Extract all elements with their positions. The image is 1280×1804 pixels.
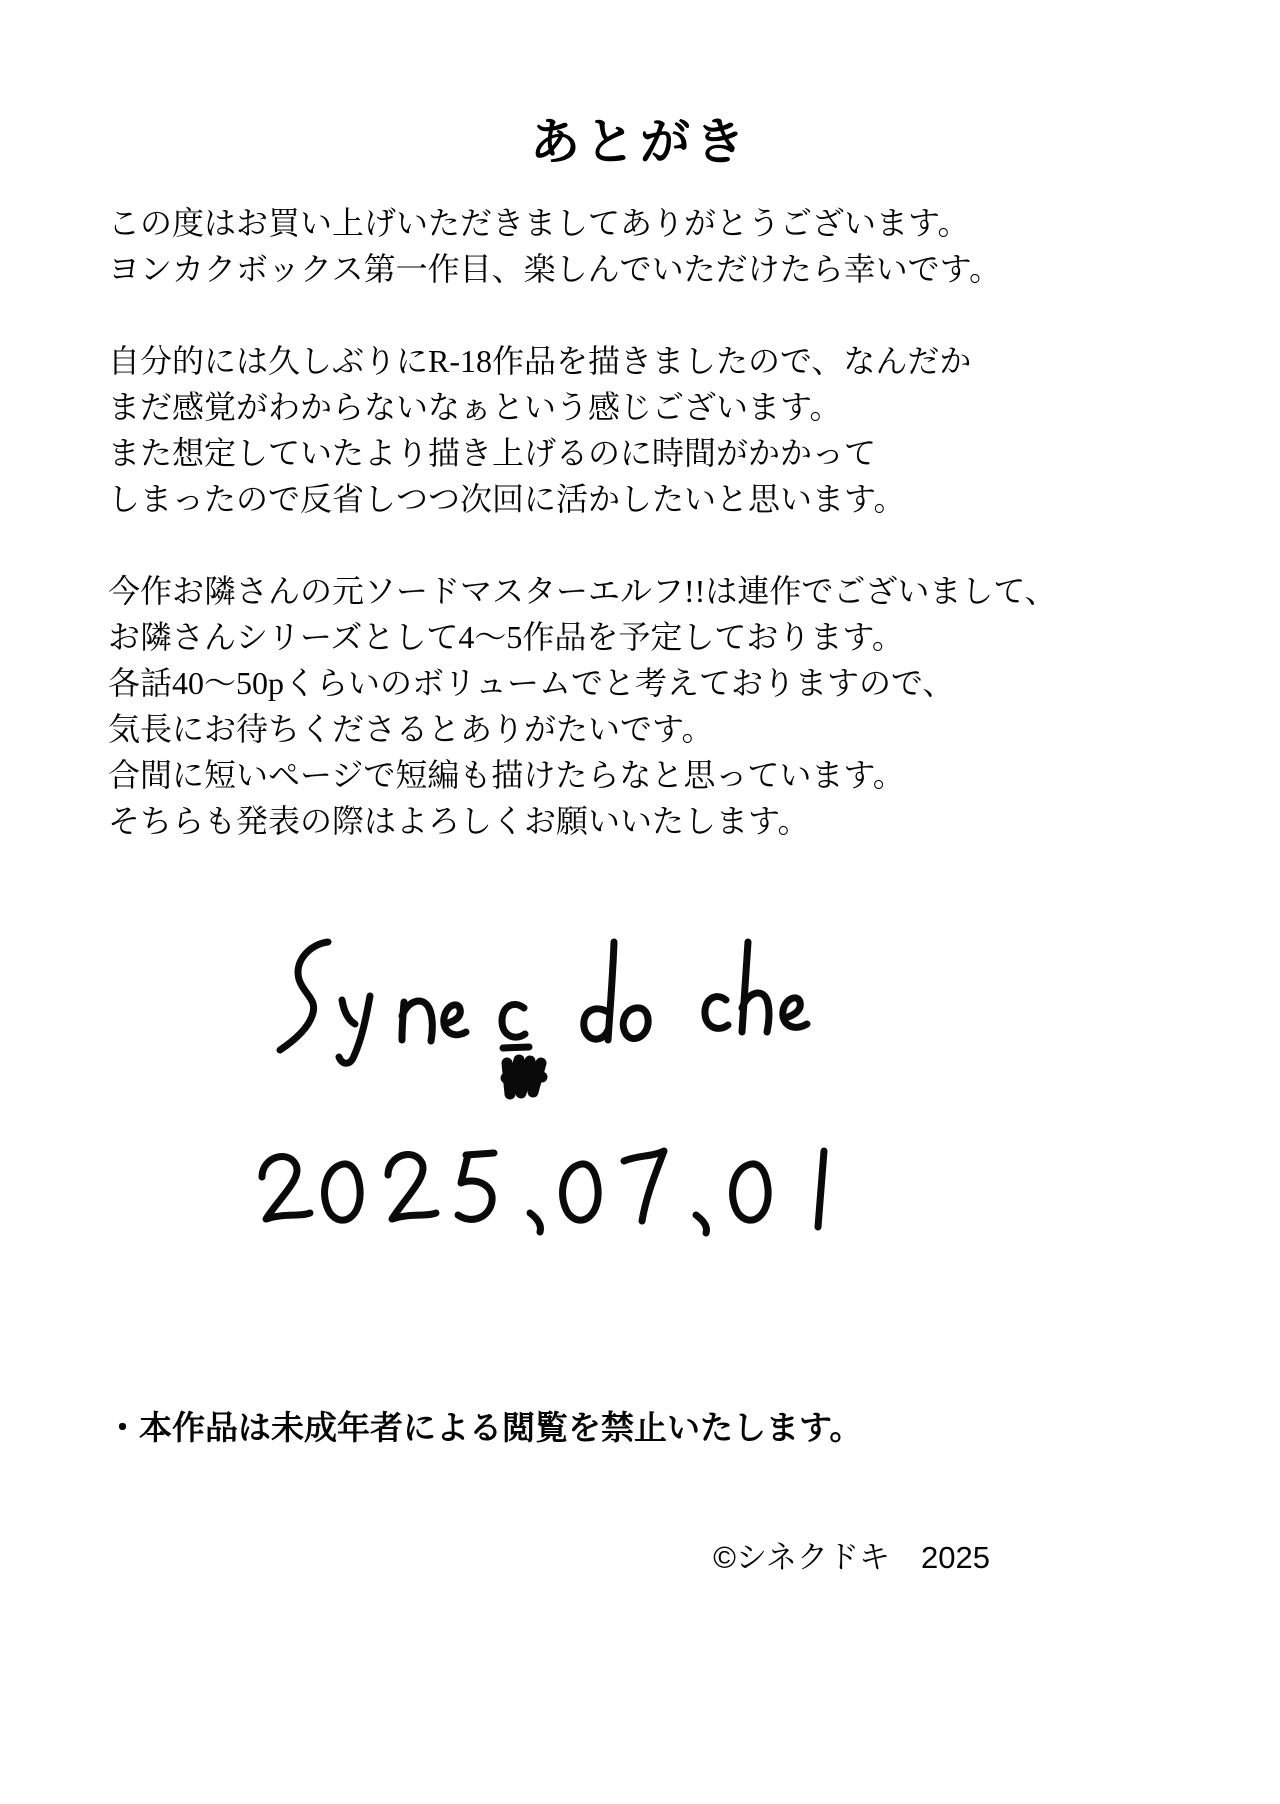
text-line: ヨンカクボックス第一作目、楽しんでいただけたら幸いです。 — [108, 251, 1002, 287]
text-line: お隣さんシリーズとして4〜5作品を予定しております。 — [108, 619, 904, 655]
date-digit-0 — [563, 1164, 599, 1220]
text-line: また想定していたより描き上げるのに時間がかかって — [108, 435, 877, 471]
date-digit-1 — [818, 1151, 824, 1227]
signature-letter-e — [444, 1005, 466, 1035]
afterword-body — [108, 200, 1208, 844]
text-line: そちらも発表の際はよろしくお願いいたします。 — [108, 803, 810, 839]
signature-letter-h — [742, 942, 748, 1032]
date-digit-2 — [262, 1156, 310, 1219]
text-line: 今作お隣さんの元ソードマスターエルフ!!は連作でございまして、 — [108, 573, 1057, 609]
signature-letter-c — [502, 1004, 525, 1037]
date-digit-2 — [388, 1154, 436, 1219]
text-line: この度はお買い上げいただきましてありがとうございます。 — [108, 205, 970, 241]
text-line: 自分的には久しぶりにR-18作品を描きましたので、なんだか — [108, 343, 972, 379]
signature-letter-o — [623, 1008, 648, 1039]
paragraph-thanks — [108, 200, 1208, 292]
signature-letter-S — [280, 942, 328, 1050]
paragraph-series-plans — [108, 568, 1208, 844]
date-comma — [696, 1215, 707, 1233]
signature-scribble — [506, 1077, 542, 1078]
copyright-line: ©シネクドキ 2025 — [713, 1540, 990, 1575]
signature-handwriting — [258, 928, 918, 1113]
date-handwriting — [248, 1135, 868, 1250]
text-line: 合間に短いページで短編も描けたらなと思っています。 — [108, 757, 905, 793]
text-line: 気長にお待ちくださるとありがたいです。 — [108, 711, 714, 747]
signature-underline — [503, 1047, 529, 1048]
text-line: まだ感覚がわからないなぁという感じございます。 — [108, 389, 842, 425]
date-digit-5 — [458, 1155, 492, 1219]
signature-letter-c — [705, 997, 728, 1029]
date-digit-0 — [325, 1164, 361, 1220]
paragraph-reflection — [108, 338, 1208, 522]
age-restriction-notice: ・本作品は未成年者による閲覧を禁止いたします。 — [106, 1409, 863, 1446]
signature-letter-d — [584, 1009, 608, 1039]
date-digit-7 — [624, 1151, 664, 1221]
signature-letter-y — [342, 1000, 355, 1024]
signature-letter-e — [783, 998, 807, 1027]
date-digit-0 — [733, 1164, 769, 1220]
date-comma — [530, 1213, 541, 1232]
page-title: あとがき — [530, 114, 750, 170]
text-line: しまったので反省しつつ次回に活かしたいと思います。 — [108, 481, 906, 517]
text-line: 各話40〜50pくらいのボリュームでと考えておりますので、 — [108, 665, 955, 701]
signature-letter-n — [402, 1001, 432, 1041]
signature-letter-d — [608, 942, 614, 1040]
